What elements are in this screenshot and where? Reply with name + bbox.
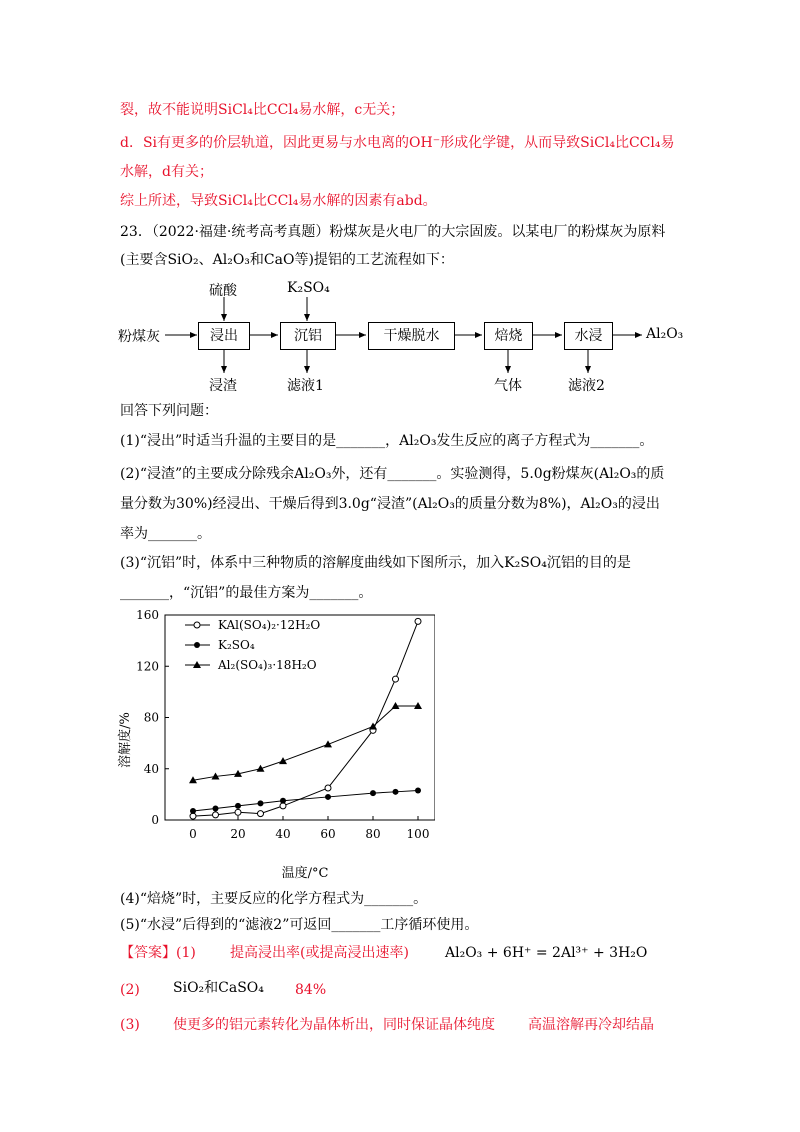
x-tick-label: 80 — [365, 827, 381, 841]
x-tick-label: 100 — [406, 827, 430, 841]
y-tick-label: 0 — [151, 813, 159, 827]
output-residue: 浸渣 — [209, 378, 237, 394]
y-tick-label: 40 — [143, 761, 159, 776]
legend-marker — [194, 642, 200, 648]
output-filtrate-2: 滤液2 — [568, 378, 605, 394]
questions-prompt: 回答下列问题： — [120, 403, 218, 419]
legend-label: Al₂(SO₄)₃·18H₂O — [218, 658, 317, 672]
data-point-s2 — [279, 757, 287, 764]
answer-tag — [120, 943, 196, 963]
legend-label: KAl(SO₄)₂·12H₂O — [218, 618, 321, 632]
answer-1-text: 提高浸出率(或提高浸出速率) — [230, 945, 409, 961]
data-point-s1 — [415, 788, 421, 794]
explanation-line-3: 水解，d有关； — [120, 164, 213, 180]
data-point-s0 — [190, 813, 196, 819]
question-2-line-2: 量分数为30%)经浸出、干燥后得到3.0g“浸渣”(Al₂O₃的质量分数为8%)，Al₂O₃的浸出 — [120, 496, 660, 512]
x-tick-label: 60 — [320, 827, 336, 841]
data-point-s1 — [280, 798, 286, 804]
answer-2-text: SiO₂和CaSO₄ — [173, 980, 264, 996]
data-point-s0 — [325, 785, 331, 791]
question-3-line-1: (3)“沉铝”时，体系中三种物质的溶解度曲线如下图所示，加入K₂SO₄沉铝的目的是 — [120, 555, 631, 571]
answer-3-method: 高温溶解再冷却结晶 — [528, 1017, 654, 1033]
answer-1-equation: Al₂O₃ + 6H⁺ = 2Al³⁺ + 3H₂O — [445, 945, 648, 961]
answer-2-value: 84% — [295, 982, 327, 998]
question-intro-1: 23．（2022·福建·统考高考真题）粉煤灰是火电厂的大宗固废。以某电厂的粉煤灰为原料 — [120, 224, 666, 240]
series-line-1 — [193, 791, 418, 812]
flow-start: 粉煤灰 — [118, 329, 160, 345]
data-point-s0 — [415, 618, 421, 624]
x-axis-label: 温度/°C — [281, 866, 329, 881]
data-point-s0 — [280, 803, 286, 809]
output-filtrate-1: 滤液1 — [287, 378, 324, 394]
data-point-s1 — [235, 803, 241, 809]
y-tick-label: 120 — [136, 659, 159, 674]
step-precipitate: 沉铝 — [280, 322, 336, 350]
question-1: (1)“浸出”时适当升温的主要目的是_______，Al₂O₃发生反应的离子方程式为_______。 — [120, 433, 654, 449]
answer-2-number: (2) — [120, 982, 140, 998]
explanation-line-1: 裂，故不能说明SiCl₄比CCl₄易水解，c无关； — [120, 102, 405, 118]
question-2-line-1: (2)“浸渣”的主要成分除残余Al₂O₃外，还有_______。实验测得，5.0g粉煤灰(Al₂O₃的质 — [120, 466, 665, 482]
step-roast: 焙烧 — [484, 322, 533, 350]
data-point-s2 — [324, 740, 332, 747]
legend-label: K₂SO₄ — [218, 638, 255, 652]
y-tick-label: 160 — [136, 608, 159, 622]
input-sulfuric-acid: 硫酸 — [209, 283, 237, 299]
explanation-line-2: d．Si有更多的价层轨道，因此更易与水电离的OH⁻形成化学键，从而导致SiCl₄比CCl₄易 — [120, 135, 675, 151]
legend-marker — [194, 622, 200, 628]
x-tick-label: 0 — [189, 827, 197, 841]
question-3-line-2: _______，“沉铝”的最佳方案为_______。 — [120, 585, 373, 601]
data-point-s0 — [213, 812, 219, 818]
solubility-chart — [115, 605, 435, 885]
step-dry: 干燥脱水 — [368, 322, 455, 350]
explanation-conclusion: 综上所述，导致SiCl₄比CCl₄易水解的因素有abd。 — [120, 193, 437, 209]
x-tick-label: 20 — [230, 827, 246, 841]
data-point-s0 — [258, 811, 264, 817]
step-water-leach: 水浸 — [564, 322, 613, 350]
question-4: (4)“焙烧”时，主要反应的化学方程式为_______。 — [120, 891, 428, 907]
series-line-2 — [193, 706, 418, 780]
data-point-s1 — [190, 808, 196, 814]
step-leach: 浸出 — [198, 322, 250, 350]
question-5: (5)“水浸”后得到的“滤液2”可返回_______工序循环使用。 — [120, 917, 479, 933]
y-tick-label: 80 — [143, 710, 159, 725]
answer-label: 【答案】 — [120, 945, 176, 961]
flow-product: Al₂O₃ — [646, 326, 684, 342]
question-intro-2: (主要含SiO₂、Al₂O₃和CaO等)提铝的工艺流程如下： — [120, 252, 454, 268]
output-gas: 气体 — [494, 378, 522, 394]
data-point-s1 — [370, 790, 376, 796]
data-point-s1 — [258, 800, 264, 806]
answer-3-number: (3) — [120, 1017, 140, 1033]
answer-1-number: (1) — [176, 945, 196, 961]
y-axis-label: 溶解度/% — [118, 712, 133, 768]
data-point-s1 — [325, 794, 331, 800]
data-point-s0 — [235, 809, 241, 815]
x-tick-label: 40 — [275, 827, 291, 841]
data-point-s1 — [213, 805, 219, 811]
data-point-s1 — [393, 789, 399, 795]
question-2-line-3: 率为_______。 — [120, 526, 211, 542]
answer-3-text: 使更多的铝元素转化为晶体析出，同时保证晶体纯度 — [173, 1017, 495, 1033]
data-point-s0 — [393, 676, 399, 682]
input-k2so4: K₂SO₄ — [287, 280, 330, 296]
